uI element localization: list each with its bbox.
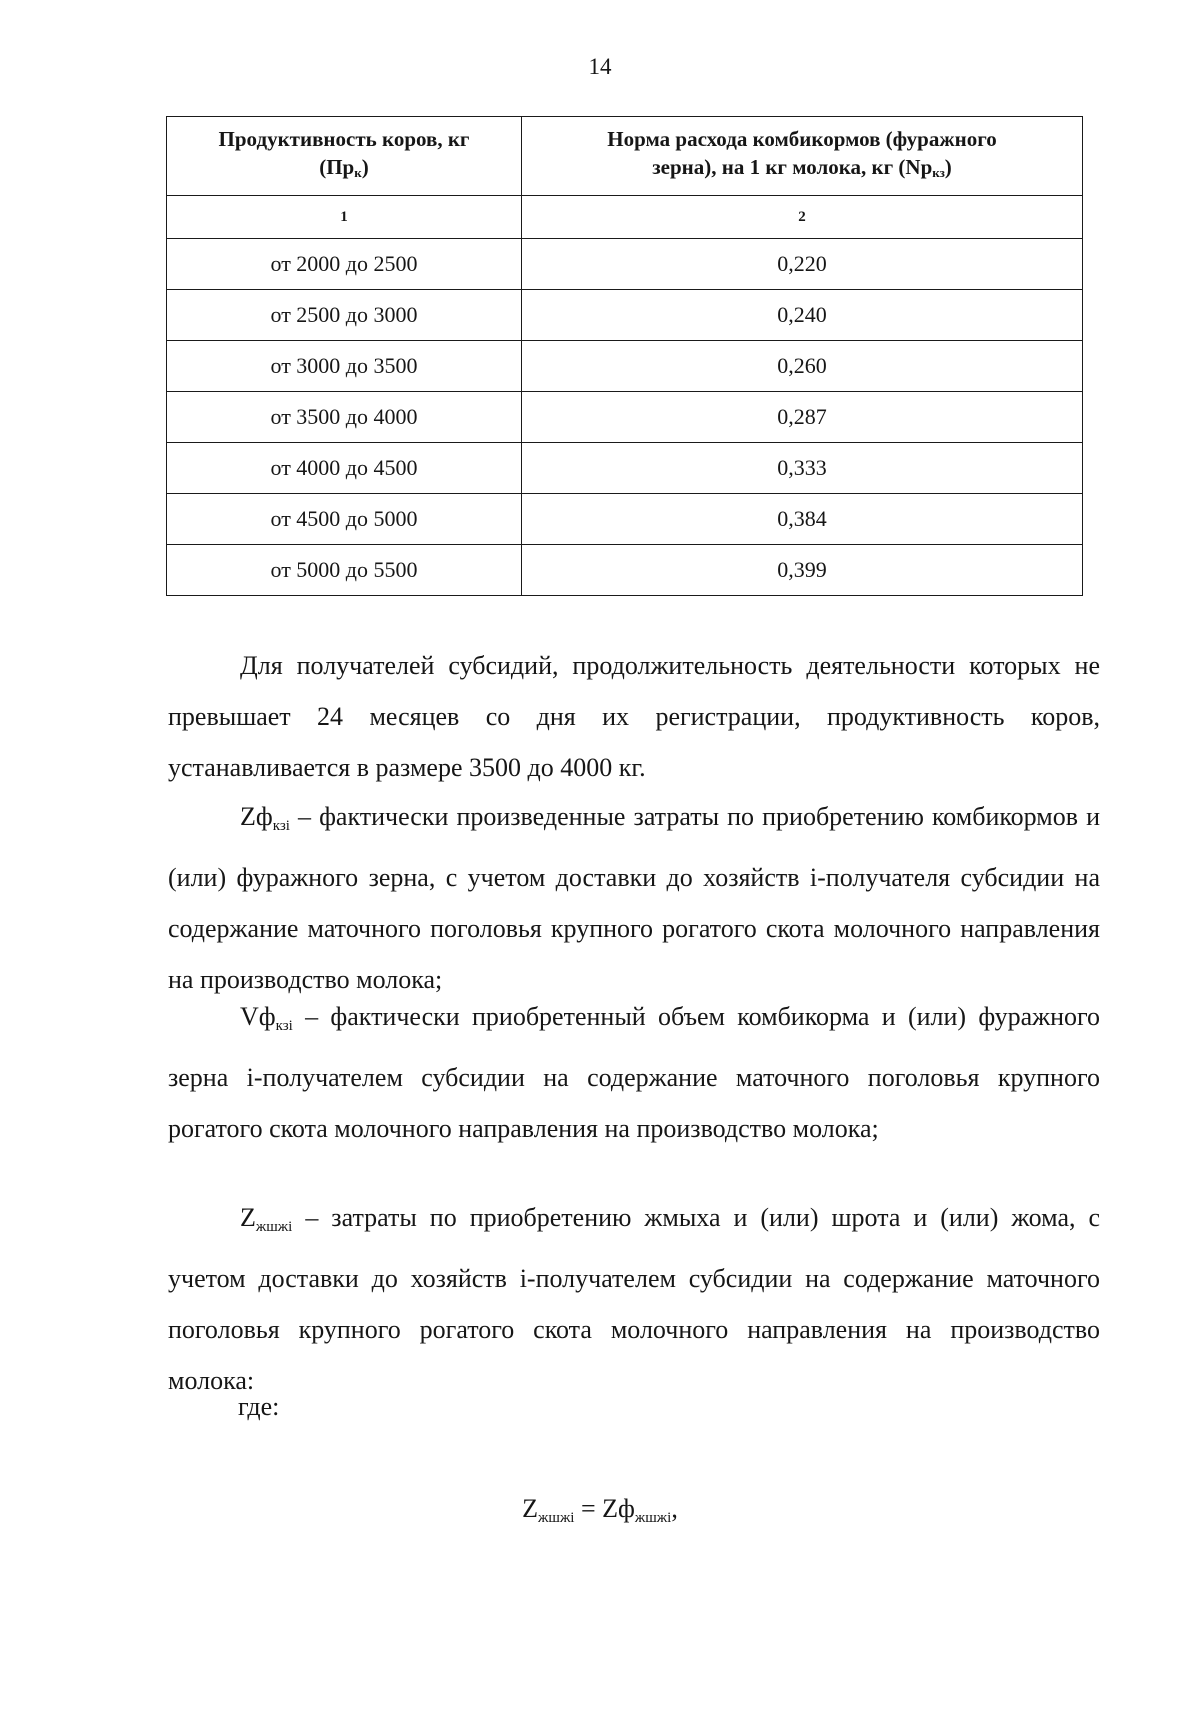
norm-value-cell: 0,333 (522, 443, 1083, 494)
column-number-row (167, 196, 1083, 239)
norm-value-cell: 0,399 (522, 545, 1083, 596)
productivity-range-cell: от 2000 до 2500 (167, 239, 522, 290)
page-number: 14 (588, 54, 612, 79)
zzhshzh-subscript: жшжi (255, 1219, 293, 1235)
productivity-range-cell: от 2500 до 3000 (167, 290, 522, 341)
formula-rhs-subscript: жшжi (634, 1510, 672, 1526)
header-productivity-line2: (Пр (319, 155, 355, 179)
zf-subscript: кзi (272, 818, 290, 834)
paragraph-zf-definition (168, 791, 1100, 1005)
norm-value-cell: 0,287 (522, 392, 1083, 443)
zf-symbol: Zф (240, 802, 273, 831)
column-number-2: 2 (522, 196, 1083, 239)
table-header-row (167, 117, 1083, 196)
table-row (167, 290, 1083, 341)
header-norm-line2: зерна), на 1 кг молока, кг (Np (652, 155, 933, 179)
header-productivity-sub: к (354, 165, 362, 180)
paragraph-zzhshzh-definition (168, 1192, 1100, 1406)
formula-lhs-subscript: жшжi (538, 1510, 575, 1526)
norm-value-cell: 0,384 (522, 494, 1083, 545)
paragraph-new-recipients (168, 640, 1100, 793)
formula-lhs: Z (522, 1494, 539, 1523)
header-productivity-line1: Продуктивность коров, кг (218, 127, 470, 151)
formula-equals: = (574, 1494, 603, 1523)
table-row (167, 545, 1083, 596)
vf-symbol: Vф (240, 1002, 276, 1031)
header-productivity (167, 117, 522, 196)
zzhshzh-symbol: Z (240, 1203, 256, 1232)
vf-subscript: кзi (275, 1018, 293, 1034)
productivity-range-cell: от 4500 до 5000 (167, 494, 522, 545)
table-row (167, 239, 1083, 290)
header-norm (522, 117, 1083, 196)
norm-value-cell: 0,220 (522, 239, 1083, 290)
column-number-1: 1 (167, 196, 522, 239)
formula (0, 1494, 1200, 1527)
formula-tail: , (671, 1494, 678, 1523)
where-label: где: (238, 1392, 280, 1421)
productivity-range-cell: от 3500 до 4000 (167, 392, 522, 443)
header-norm-end: ) (944, 155, 952, 179)
productivity-range-cell: от 5000 до 5500 (167, 545, 522, 596)
zzhshzh-definition-text: – затраты по приобретению жмыха и (или) шрота и (или) жома, с учетом доставки до хозяйств i-получателем субсидии на содержание маточного поголовья крупного рогатого скота молочного направления на производство молока: (168, 1203, 1100, 1395)
table-row (167, 341, 1083, 392)
paragraph-vf-definition (168, 991, 1100, 1154)
header-productivity-end: ) (361, 155, 369, 179)
table-row (167, 443, 1083, 494)
norm-value-cell: 0,240 (522, 290, 1083, 341)
vf-definition-text: – фактически приобретенный объем комбикорма и (или) фуражного зерна i-получателем субсидии на содержание маточного поголовья крупного рогатого скота молочного направления на производство молока; (168, 1002, 1100, 1143)
header-norm-line1: Норма расхода комбикормов (фуражного (607, 127, 997, 151)
formula-rhs: Zф (602, 1494, 635, 1523)
productivity-range-cell: от 3000 до 3500 (167, 341, 522, 392)
norm-value-cell: 0,260 (522, 341, 1083, 392)
paragraph-new-recipients-text: Для получателей субсидий, продолжительность деятельности которых не превышает 24 месяцев со дня их регистрации, продуктивность коров, устанавливается в размере 3500 до 4000 кг. (168, 651, 1100, 782)
table-row (167, 392, 1083, 443)
productivity-range-cell: от 4000 до 4500 (167, 443, 522, 494)
feed-norm-table (166, 116, 1083, 596)
zf-definition-text: – фактически произведенные затраты по приобретению комбикормов и (или) фуражного зерна, с учетом доставки до хозяйств i-получателя субсидии на содержание маточного поголовья крупного рогатого скота молочного направления на производство молока; (168, 802, 1100, 994)
header-norm-sub: кз (932, 165, 945, 180)
table-row (167, 494, 1083, 545)
